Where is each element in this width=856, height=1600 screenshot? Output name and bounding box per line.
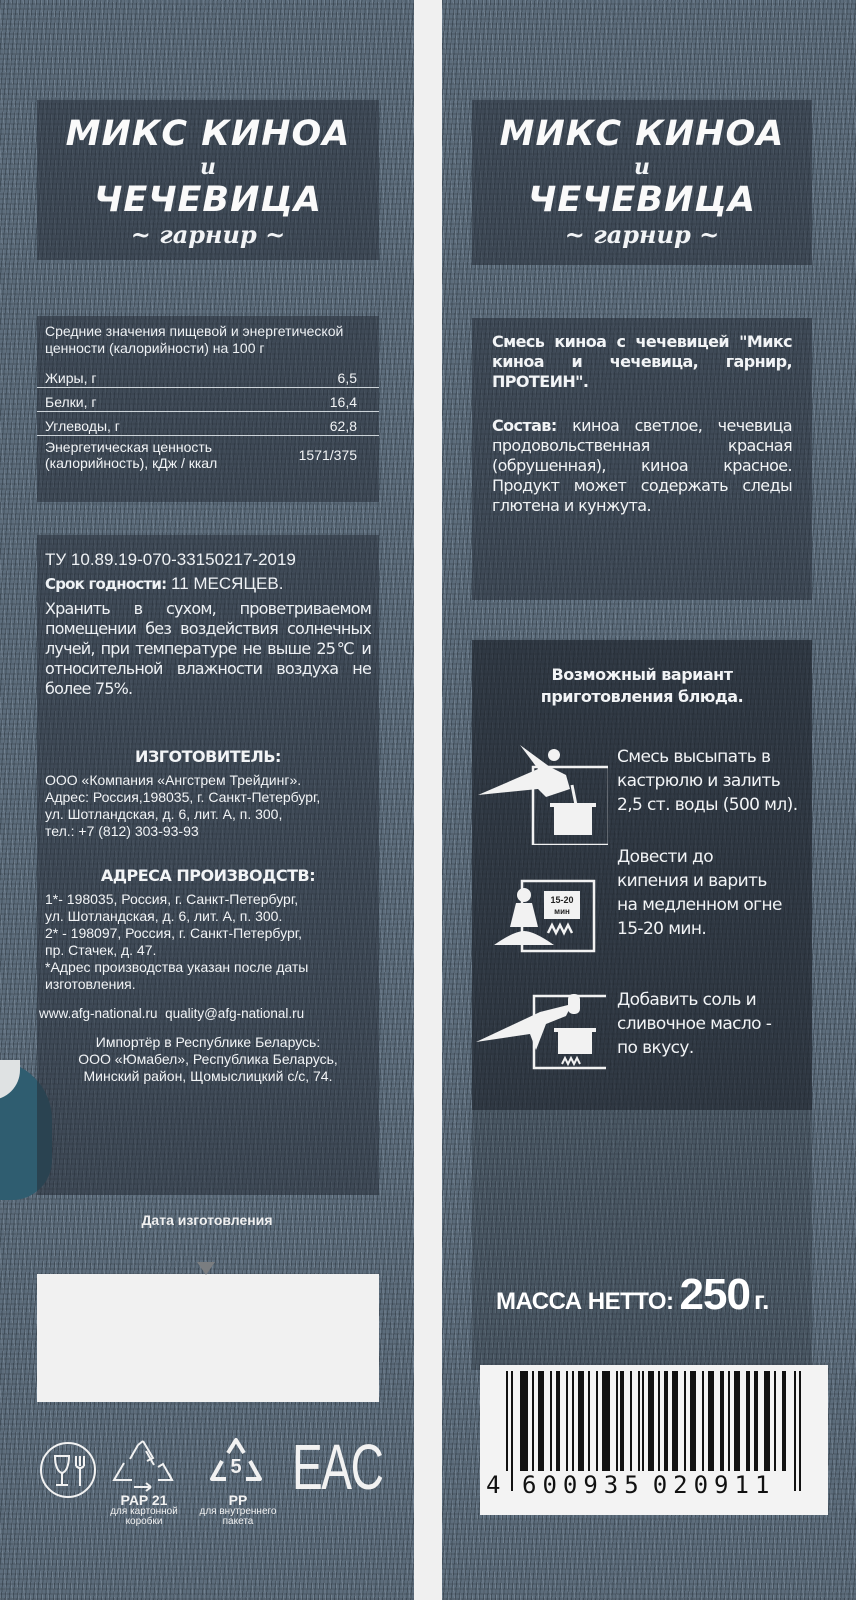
manufacturer-line: тел.: +7 (812) 303-93-93	[45, 823, 199, 839]
production-addresses-section	[37, 866, 379, 993]
step-2-text: Довести до кипения и варить на медленном огне 15-20 мин.	[617, 847, 782, 939]
barcode	[480, 1365, 828, 1515]
title-line-2: и	[200, 154, 216, 180]
cooking-step-3	[472, 980, 816, 1080]
net-weight	[496, 1270, 769, 1320]
food-safe-icon	[38, 1440, 98, 1500]
storage-section	[37, 535, 379, 699]
net-weight-unit: г.	[753, 1285, 770, 1315]
nutrition-row-fat	[37, 369, 379, 388]
cooking-step-1	[472, 735, 816, 845]
manufacturer-line: ул. Шотландская, д. 6, лит. А, п. 300,	[45, 806, 283, 822]
certification-symbols	[38, 1431, 383, 1537]
manufacturer-line: ООО «Компания «Ангстрем Трейдинг».	[45, 772, 302, 788]
pour-into-pot-icon	[478, 745, 608, 845]
title-line-3: ЧЕЧЕВИЦА	[528, 180, 756, 220]
simmer-timer-icon	[494, 875, 609, 955]
address-line: ул. Шотландская, д. 6, лит. А, п. 300.	[45, 908, 283, 924]
title-line-2: и	[634, 154, 650, 180]
eac-mark-icon: EAC	[292, 1431, 383, 1503]
recycle-pp-icon	[204, 1435, 268, 1495]
nutrient-label: Белки, г	[45, 394, 97, 410]
title-subtitle: ~ гарнир ~	[130, 220, 286, 249]
address-line: 1*- 198035, Россия, г. Санкт-Петербург,	[45, 891, 299, 907]
email-link[interactable]: quality@afg-national.ru	[165, 1006, 305, 1021]
shelf-life-value: 11 МЕСЯЦЕВ.	[171, 574, 284, 593]
importer-line: ООО «Юмабел», Республика Беларусь,	[78, 1051, 338, 1067]
composition-text: киноа светлое, чечевица продовольственная красная (обрушенная), киноа красное. Продукт может содержать следы глютена и кунжута.	[492, 416, 792, 515]
nutrient-value: 6,5	[337, 370, 357, 386]
cooking-step-2	[472, 847, 816, 960]
pp-caption: PP для внутреннего пакета	[199, 1492, 277, 1527]
package-back-right-strip	[442, 0, 856, 1600]
composition	[472, 392, 812, 516]
cooking-panel	[472, 640, 812, 1110]
arrow-down-icon	[197, 1262, 215, 1275]
title-line-1: МИКС КИНОА	[65, 114, 351, 154]
manufacturer-line: Адрес: Россия,198035, г. Санкт-Петербург,	[45, 789, 321, 805]
cooking-heading: Возможный вариант приготовления блюда.	[540, 665, 744, 706]
tu-code: ТУ 10.89.19-070-33150217-2019	[45, 550, 296, 569]
title-line-3: ЧЕЧЕВИЦА	[94, 180, 322, 220]
production-date-label: Дата изготовления	[141, 1212, 273, 1228]
nutrition-heading: Средние значения пищевой и энергетической ценности (калорийности) на 100 г	[45, 323, 344, 356]
recycle-paper-icon	[110, 1437, 176, 1497]
manufacturer-details	[45, 772, 371, 840]
address-footnote: *Адрес производства указан после даты изготовления.	[45, 959, 309, 992]
svg-text:15-20: 15-20	[550, 895, 574, 905]
nutrient-label: Жиры, г	[45, 370, 97, 386]
barcode-number	[486, 1471, 816, 1499]
add-seasoning-icon	[476, 990, 606, 1070]
net-weight-label: МАССА НЕТТО:	[496, 1288, 674, 1315]
nutrition-row-protein	[37, 393, 379, 412]
net-weight-value: 250	[679, 1270, 750, 1319]
contacts-line	[37, 1005, 379, 1022]
importer-line: Импортёр в Республике Беларусь:	[95, 1034, 321, 1050]
manufacturer-section	[37, 747, 379, 840]
svg-text:мин: мин	[554, 907, 570, 916]
composition-label: Состав:	[492, 416, 557, 435]
svg-text:5: 5	[230, 1456, 242, 1478]
pap21-caption: PAP 21 для картонной коробки	[110, 1492, 178, 1527]
product-title-panel	[37, 100, 379, 260]
nutrient-label: Углеводы, г	[45, 418, 120, 434]
nutrient-value: 1571/375	[298, 447, 357, 463]
nutrition-panel	[37, 316, 379, 502]
title-line-1: МИКС КИНОА	[499, 114, 785, 154]
shelf-life	[45, 571, 371, 597]
importer-line: Минский район, Щомыслицкий с/с, 74.	[83, 1068, 333, 1084]
product-title-panel	[472, 100, 812, 265]
nutrition-table	[37, 369, 379, 474]
barcode-right-group: 020911	[652, 1471, 776, 1499]
production-addresses-details	[45, 891, 371, 993]
nutrition-row-carbs	[37, 417, 379, 436]
barcode-left-group: 600935	[522, 1471, 645, 1499]
nutrient-value: 16,4	[329, 394, 357, 410]
production-date-field	[37, 1274, 379, 1402]
storage-conditions: Хранить в сухом, проветриваемом помещении без воздействия солнечных лучей, при температуре не выше 25℃ и относительной влажности воздуха не более 75%.	[45, 599, 371, 698]
description-panel	[472, 318, 812, 600]
net-weight-panel	[472, 1110, 812, 1370]
importer-section	[37, 1034, 379, 1085]
nutrient-value: 62,8	[329, 418, 357, 434]
product-full-name: Смесь киноа с чечевицей "Микс киноа и чечевица, гарнир, ПРОТЕИН".	[492, 332, 792, 391]
address-line: 2* - 198097, Россия, г. Санкт-Петербург,	[45, 925, 303, 941]
barcode-first-digit: 4	[486, 1471, 510, 1499]
address-line: пр. Стачек, д. 47.	[45, 942, 157, 958]
nutrient-label: Энергетическая ценность (калорийность), кДж / ккал	[45, 439, 218, 471]
shelf-life-label: Срок годности:	[45, 575, 167, 593]
step-3-text: Добавить соль и сливочное масло - по вкусу.	[617, 990, 772, 1058]
website-link[interactable]: www.afg-national.ru	[39, 1006, 158, 1021]
info-panel	[37, 535, 379, 1195]
title-subtitle: ~ гарнир ~	[564, 220, 720, 249]
production-addresses-heading: АДРЕСА ПРОИЗВОДСТВ:	[100, 866, 316, 885]
strip-divider	[414, 0, 442, 1600]
manufacturer-heading: ИЗГОТОВИТЕЛЬ:	[135, 747, 281, 766]
package-back-left-strip	[0, 0, 414, 1600]
nutrition-row-energy	[37, 436, 379, 474]
step-1-text: Смесь высыпать в кастрюлю и залить 2,5 ст. воды (500 мл).	[617, 747, 798, 815]
